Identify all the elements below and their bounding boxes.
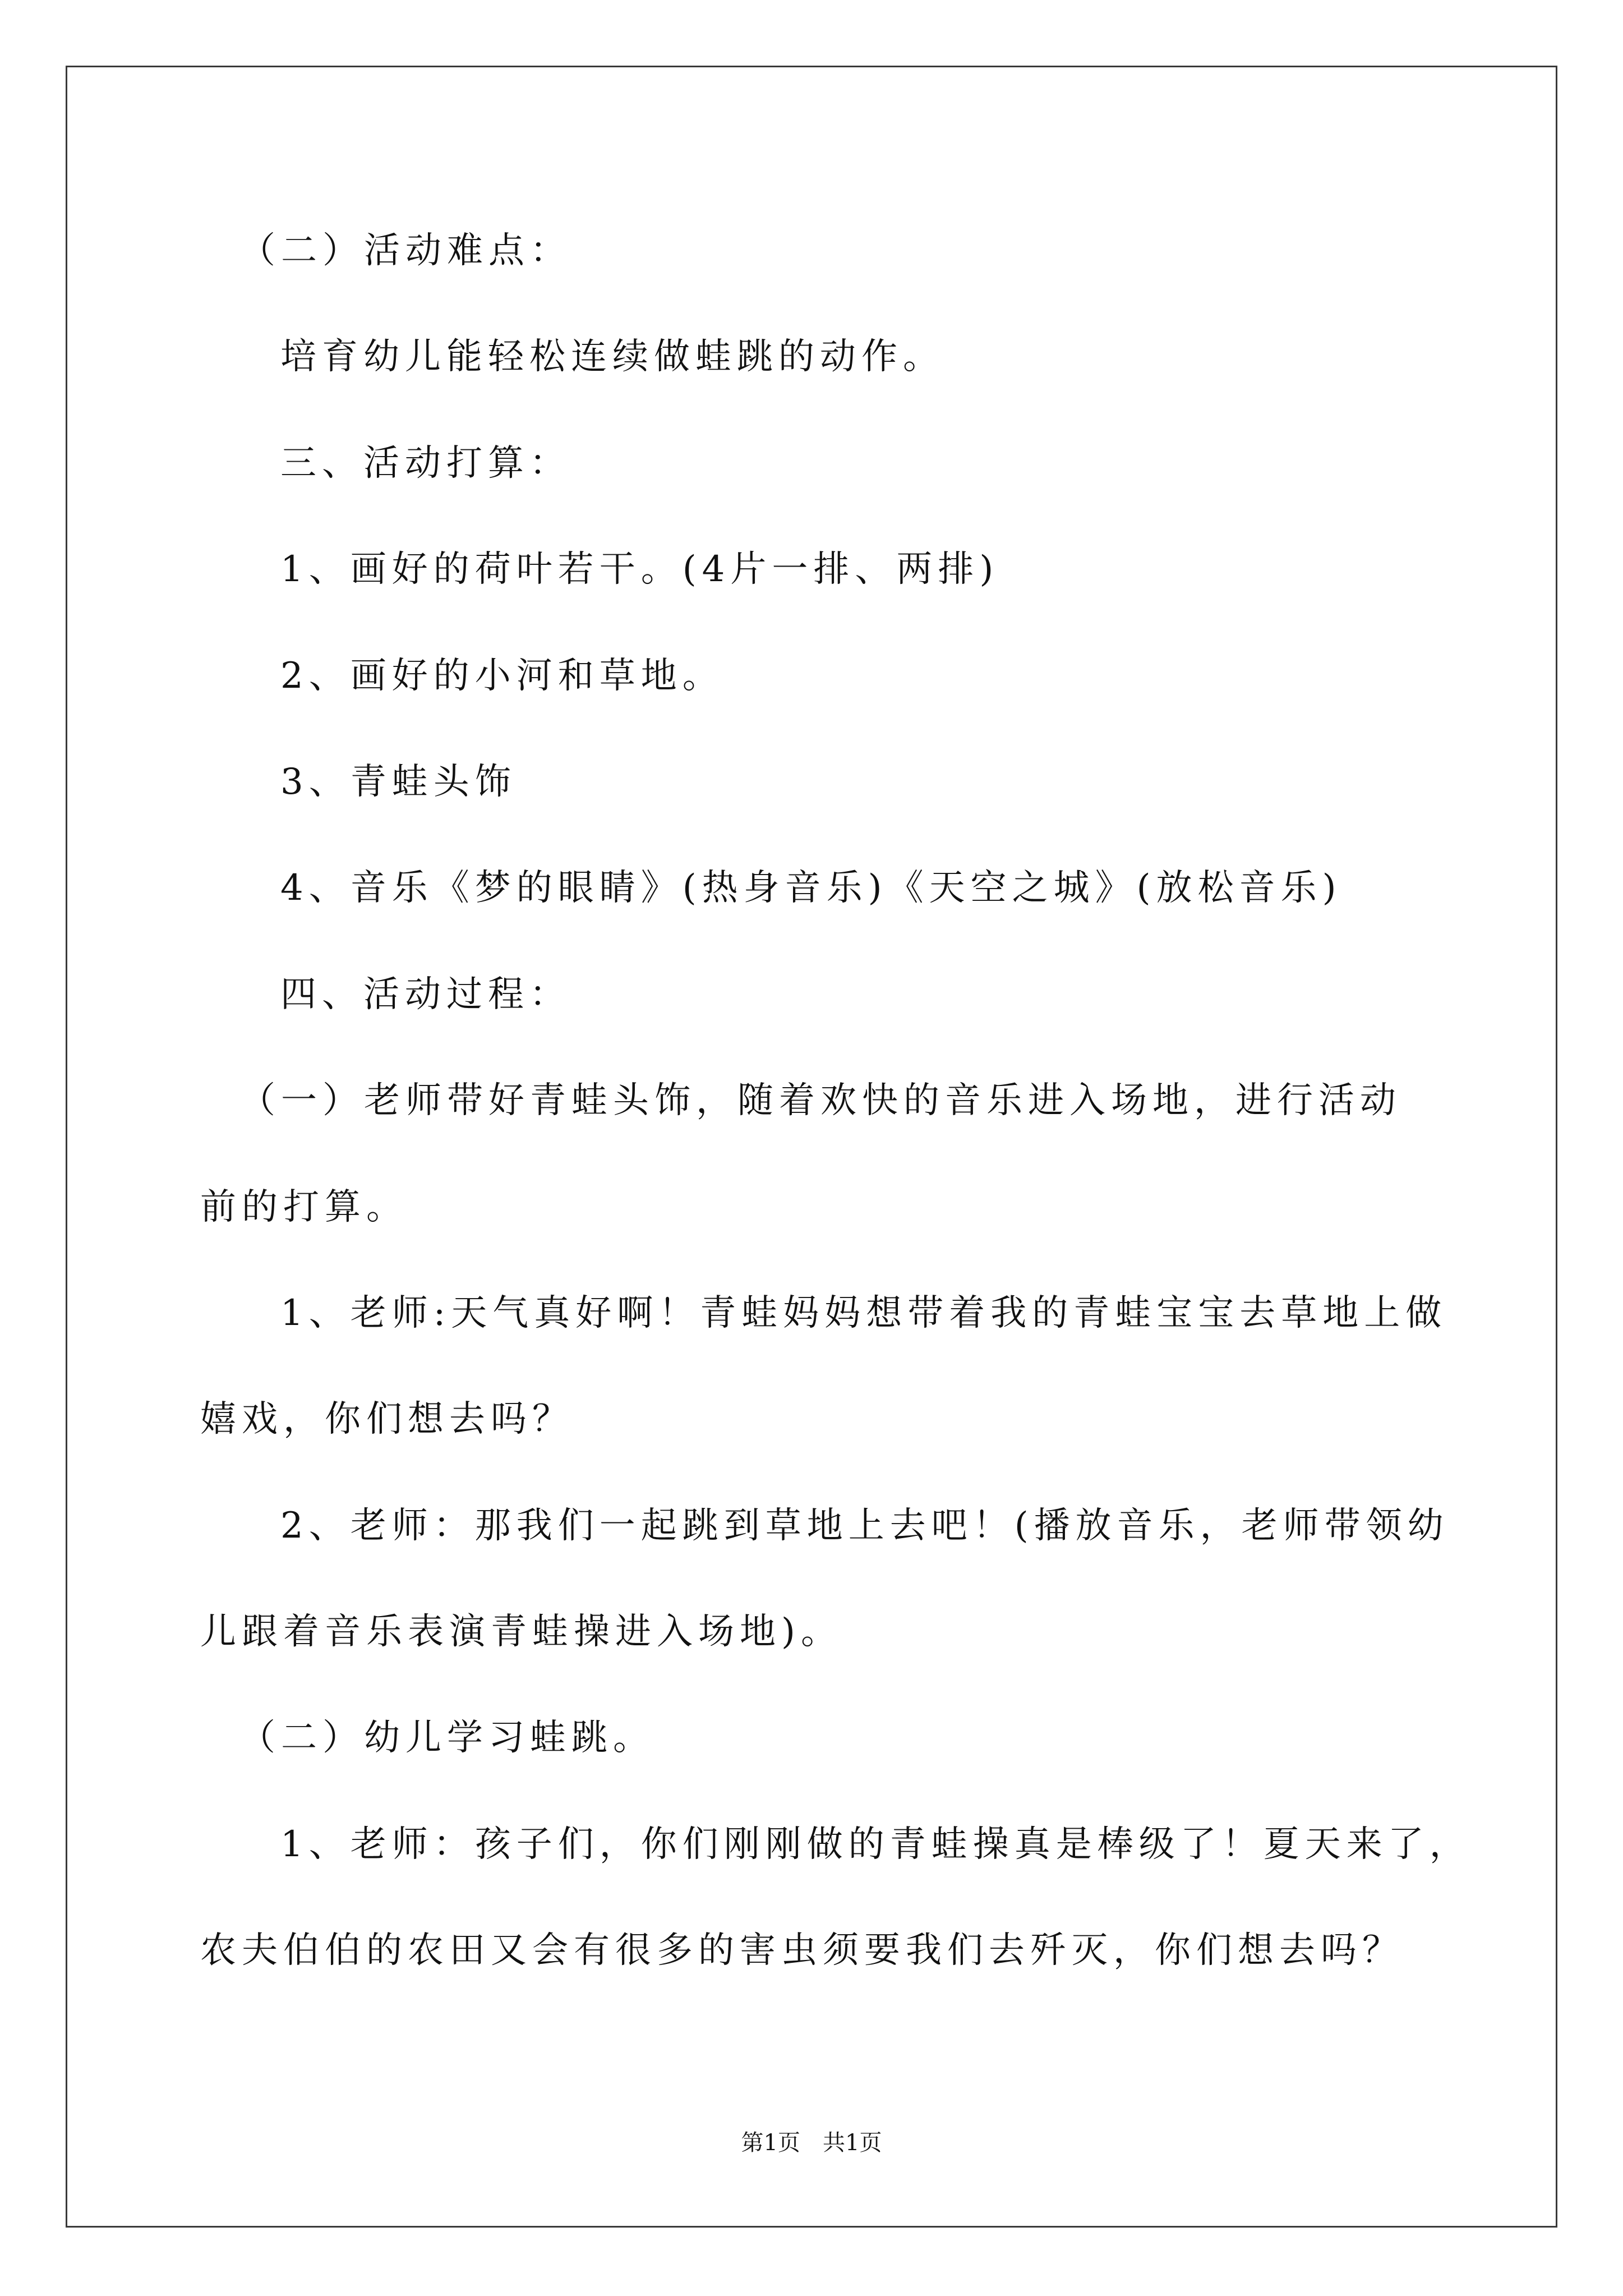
paragraph-line: 1、老师：孩子们，你们刚刚做的青蛙操真是棒级了！夏天来了， (280, 1823, 1471, 1865)
document-body (200, 198, 1490, 2004)
list-item: 2、画好的小河和草地。 (280, 655, 724, 697)
paragraph-line: 农夫伯伯的农田又会有很多的害虫须要我们去歼灭，你们想去吗？ (200, 1930, 1404, 1972)
paragraph-line: 儿跟着音乐表演青蛙操进入场地)。 (200, 1611, 842, 1653)
paragraph-line: 1、老师:天气真好啊！青蛙妈妈想带着我的青蛙宝宝去草地上做 (280, 1292, 1447, 1334)
list-item: 4、音乐《梦的眼睛》(热身音乐)《天空之城》(放松音乐) (280, 867, 1342, 909)
list-item: 1、画好的荷叶若干。(4片一排、两排) (280, 549, 999, 591)
section-heading: 四、活动过程： (280, 973, 571, 1015)
section-heading: （二）幼儿学习蛙跳。 (239, 1717, 654, 1759)
list-item: 3、青蛙头饰 (280, 761, 517, 803)
paragraph-line: 培育幼儿能轻松连续做蛙跳的动作。 (280, 336, 944, 378)
paragraph-line: （一）老师带好青蛙头饰，随着欢快的音乐进入场地，进行活动 (239, 1080, 1401, 1122)
section-heading: （二）活动难点： (239, 230, 571, 272)
section-heading: 三、活动打算： (280, 442, 571, 484)
page-number-footer: 第1页 共1页 (741, 2130, 882, 2156)
paragraph-line: 前的打算。 (200, 1186, 408, 1228)
paragraph-line: 嬉戏，你们想去吗？ (200, 1398, 574, 1441)
paragraph-line: 2、老师：那我们一起跳到草地上去吧！(播放音乐，老师带领幼 (280, 1504, 1449, 1547)
